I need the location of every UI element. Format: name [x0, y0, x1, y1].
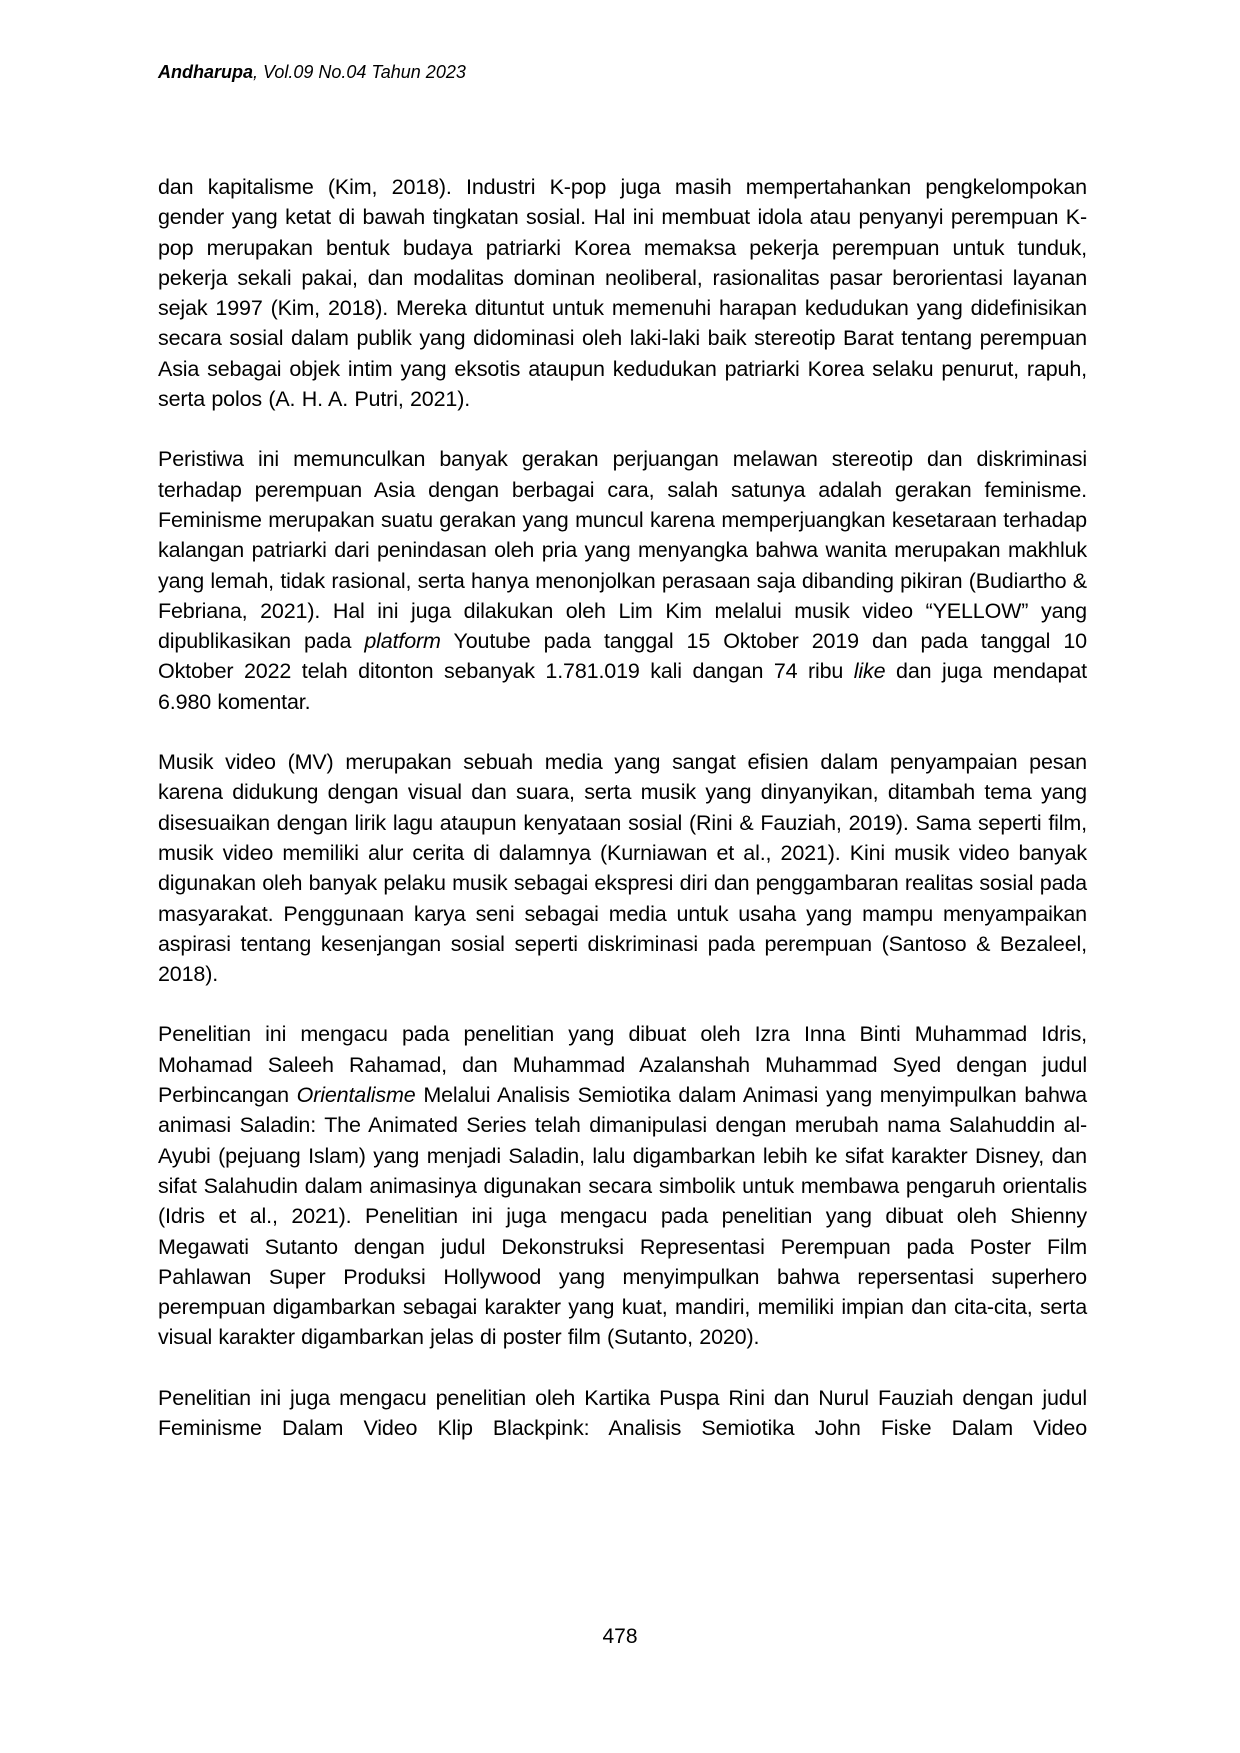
text-run: Penelitian ini juga mengacu penelitian oleh Kartika Puspa Rini dan Nurul Fauziah dengan judul Feminisme Dalam Video Klip Blackpink: Analisis Semiotika John Fiske Dalam Video	[158, 1385, 1087, 1440]
text-run: dan kapitalisme (Kim, 2018). Industri K-pop juga masih mempertahankan pengkelompokan gender yang ketat di bawah tingkatan sosial. Hal ini membuat idola atau penyanyi perempuan K-pop merupakan bentuk budaya patriarki Korea memaksa pekerja perempuan untuk tunduk, pekerja sekali pakai, dan modalitas dominan neoliberal, rasionalitas pasar berorientasi layanan sejak 1997 (Kim, 2018). Mereka dituntut untuk memenuhi harapan kedudukan yang didefinisikan secara sosial dalam publik yang didominasi oleh laki-laki baik stereotip Barat tentang perempuan Asia sebagai objek intim yang eksotis ataupun kedudukan patriarki Korea selaku penurut, rapuh, serta polos (A. H. A. Putri, 2021).	[158, 175, 1087, 412]
text-run: dan juga mendapat 6.980 komentar.	[158, 659, 1087, 714]
paragraph-2	[158, 444, 1087, 717]
paragraph-5	[158, 1383, 1087, 1444]
text-run: Melalui Analisis Semiotika dalam Animasi yang menyimpulkan bahwa animasi Saladin: The Animated Series telah dimanipulasi dengan merubah nama Salahuddin al-Ayubi (pejuang Islam) yang menjadi Saladin, lalu digambarkan lebih ke sifat karakter Disney, dan sifat Salahudin dalam animasinya digunakan secara simbolik untuk membawa pengaruh orientalis (Idris et al., 2021). Penelitian ini juga mengacu pada penelitian yang dibuat oleh Shienny Megawati Sutanto dengan judul Dekonstruksi Representasi Perempuan pada Poster Film Pahlawan Super Produksi Hollywood yang menyimpulkan bahwa repersentasi superhero perempuan digambarkan sebagai karakter yang kuat, mandiri, memiliki impian dan cita-cita, serta visual karakter digambarkan jelas di poster film (Sutanto, 2020).	[158, 1083, 1087, 1350]
paragraph-3	[158, 747, 1087, 989]
text-run: Peristiwa ini memunculkan banyak gerakan perjuangan melawan stereotip dan diskriminasi terhadap perempuan Asia dengan berbagai cara, salah satunya adalah gerakan feminisme. Feminisme merupakan suatu gerakan yang muncul karena memperjuangkan kesetaraan terhadap kalangan patriarki dari penindasan oleh pria yang menyangka bahwa wanita merupakan makhluk yang lemah, tidak rasional, serta hanya menonjolkan perasaan saja dibanding pikiran (Budiartho & Febriana, 2021). Hal ini juga dilakukan oleh Lim Kim melalui musik video “YELLOW” yang dipublikasikan pada	[158, 447, 1087, 654]
page-footer	[0, 1625, 1240, 1649]
italic-text-run: platform	[364, 629, 441, 654]
text-run: Penelitian ini mengacu pada penelitian yang dibuat oleh Izra Inna Binti Muhammad Idris, Mohamad Saleeh Rahamad, dan Muhammad Azalanshah Muhammad Syed dengan judul Perbincangan	[158, 1022, 1087, 1108]
italic-text-run: like	[853, 659, 886, 684]
article-body	[158, 172, 1087, 1473]
text-run: Musik video (MV) merupakan sebuah media yang sangat efisien dalam penyampaian pesan karena didukung dengan visual dan suara, serta musik yang dinyanyikan, ditambah tema yang disesuaikan dengan lirik lagu ataupun kenyataan sosial (Rini & Fauziah, 2019). Sama seperti film, musik video memiliki alur cerita di dalamnya (Kurniawan et al., 2021). Kini musik video banyak digunakan oleh banyak pelaku musik sebagai ekspresi diri dan penggambaran realitas sosial pada masyarakat. Penggunaan karya seni sebagai media untuk usaha yang mampu menyampaikan aspirasi tentang kesenjangan sosial seperti diskriminasi pada perempuan (Santoso & Bezaleel, 2018).	[158, 750, 1087, 987]
journal-header	[158, 62, 466, 83]
journal-name: Andharupa	[158, 62, 254, 82]
journal-issue-info: , Vol.09 No.04 Tahun 2023	[253, 62, 466, 82]
paragraph-4	[158, 1019, 1087, 1352]
page-number: 478	[602, 1625, 638, 1648]
paragraph-1	[158, 172, 1087, 414]
text-run: Youtube pada tanggal 15 Oktober 2019 dan pada tanggal 10 Oktober 2022 telah ditonton sebanyak 1.781.019 kali dangan 74 ribu	[158, 629, 1087, 684]
italic-text-run: Orientalisme	[296, 1083, 416, 1108]
